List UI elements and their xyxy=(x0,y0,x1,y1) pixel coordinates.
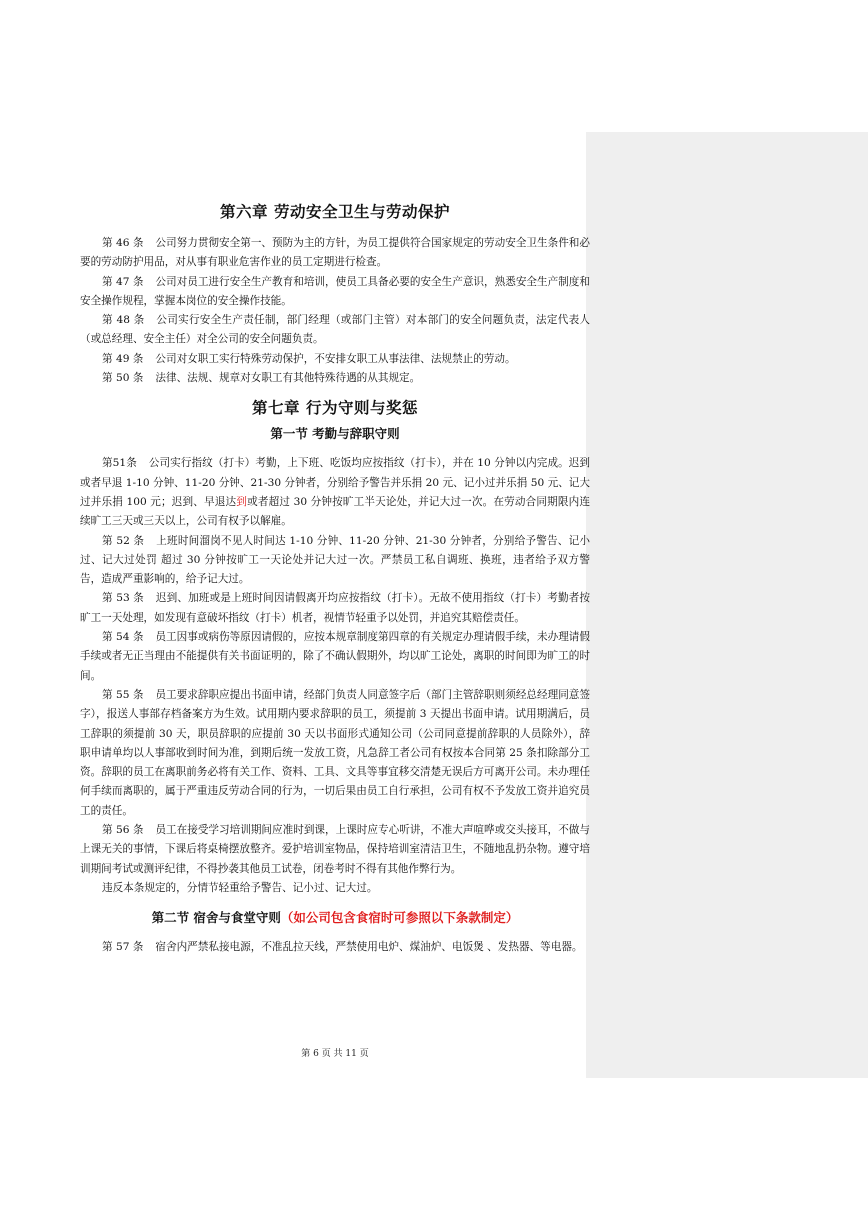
article-text: 公司实行安全生产责任制，部门经理（或部门主管）对本部门的安全问题负责，法定代表人（或总经理、安全主任）对全公司的安全问题负责。 xyxy=(80,314,591,346)
article-57 xyxy=(80,938,590,957)
article-number: 第 55 条 xyxy=(102,688,144,701)
article-48 xyxy=(80,311,590,350)
section-1-closing: 违反本条规定的，分情节轻重给予警告、记小过、记大过。 xyxy=(102,881,378,894)
article-number: 第 49 条 xyxy=(102,352,144,365)
article-number: 第 48 条 xyxy=(102,314,145,327)
section-2-title xyxy=(80,908,590,926)
article-text: 员工在接受学习培训期间应准时到课，上课时应专心听讲，不准大声喧哗或交头接耳，不做与上课无关的事情，下课后将桌椅摆放整齐。爱护培训室物品，保持培训室清洁卫生，不随地乱扔杂物。遵守培训期间考试或测评纪律，不得抄袭其他员工试卷，闭卷考时不得有其他作弊行为。 xyxy=(80,824,591,875)
article-number: 第 53 条 xyxy=(102,592,144,605)
chapter-6-title: 第六章 劳动安全卫生与劳动保护 xyxy=(220,203,450,221)
article-53 xyxy=(80,589,590,628)
article-54 xyxy=(80,628,590,686)
article-number: 第 50 条 xyxy=(102,372,144,385)
section-1-title: 第一节 考勤与辞职守则 xyxy=(270,426,400,442)
article-55 xyxy=(80,686,590,821)
article-number: 第 54 条 xyxy=(102,631,144,644)
article-52 xyxy=(80,532,590,590)
article-text: 宿舍内严禁私接电源，不准乱拉天线，严禁使用电炉、煤油炉、电饭煲 、发热器、等电器。 xyxy=(155,941,583,954)
article-46 xyxy=(80,234,590,273)
tracked-change-text: 到 xyxy=(236,495,248,508)
article-text: 迟到、加班或是上班时间因请假离开均应按指纹（打卡）。无故不使用指纹（打卡）考勤者按旷工一天处理，如发现有意破坏指纹（打卡）机者，视情节轻重予以处罚，并追究其赔偿责任。 xyxy=(80,592,591,624)
article-51 xyxy=(80,454,590,531)
article-47 xyxy=(80,273,590,312)
section-2-note: （如公司包含食宿时可参照以下条款制定） xyxy=(280,910,519,926)
article-50 xyxy=(80,369,590,388)
section-2-title-text: 第二节 宿舍与食堂守则 xyxy=(151,910,281,926)
article-number: 第51条 xyxy=(102,457,137,470)
article-number: 第 46 条 xyxy=(102,237,144,249)
article-text: 公司对员工进行安全生产教育和培训，使员工具备必要的安全生产意识，熟悉安全生产制度和安全操作规程，掌握本岗位的安全操作技能。 xyxy=(80,275,591,307)
article-text: 或者超过 30 分钟按旷工半天论处，并记大过一次。在劳动合同期限内连续旷工三天或三天以上，公司有权予以解雇。 xyxy=(80,495,590,528)
comment-margin-pane xyxy=(586,132,868,1078)
article-text: 员工要求辞职应提出书面申请，经部门负责人同意签字后（部门主管辞职则须经总经理同意签字），报送人事部存档备案方为生效。试用期内要求辞职的员工，须提前 3 天提出书面申请。试用期满后，员工辞职的须提前 30 天，职员辞职的应提前 30 天以书面形式通知公司（公司同意提前辞职的人员除外），辞职申请单均以人事部收到时间为准，到期后统一发放工资，凡急辞工者公司有权按本合同第 25 条扣除部分工资。辞职的员工在离职前务必将有关工作、资料、工具、文具等事宜移交清楚无误后方可离开公司。未办理任何手续而离职的，属于严重违反劳动合同的行为，一切后果由员工自行承担，公司有权不予发放工资并追究员工的责任。 xyxy=(80,688,591,817)
article-text: 公司努力贯彻安全第一、预防为主的方针，为员工提供符合国家规定的劳动安全卫生条件和必要的劳动防护用品，对从事有职业危害作业的员工定期进行检查。 xyxy=(80,237,591,269)
page-footer: 第 6 页 共 11 页 xyxy=(301,1049,369,1059)
article-56 xyxy=(80,821,590,879)
article-text: 员工因事或病伤等原因请假的，应按本规章制度第四章的有关规定办理请假手续，未办理请假手续或者无正当理由不能提供有关书面证明的，除了不确认假期外，均以旷工论处，离职的时间即为旷工的时间。 xyxy=(80,631,591,682)
article-text: 上班时间溜岗不见人时间达 1-10 分钟、11-20 分钟、21-30 分钟者，分别给予警告、记小过、记大过处罚 超过 30 分钟按旷工一天论处并记大过一次。严禁员工私自调班、换班，违者给予双方警告，造成严重影响的，给予记大过。 xyxy=(80,534,590,586)
article-number: 第 57 条 xyxy=(102,941,144,954)
chapter-7-title: 第七章 行为守则与奖惩 xyxy=(252,399,418,418)
article-49 xyxy=(80,350,590,369)
article-number: 第 52 条 xyxy=(102,534,145,547)
document-page-body xyxy=(80,200,590,958)
article-number: 第 47 条 xyxy=(102,275,144,288)
article-number: 第 56 条 xyxy=(102,824,144,837)
article-text: 公司对女职工实行特殊劳动保护，不安排女职工从事法律、法规禁止的劳动。 xyxy=(155,352,516,365)
article-text: 法律、法规、规章对女职工有其他特殊待遇的从其规定。 xyxy=(155,372,421,385)
article-text: 公司实行指纹（打卡）考勤，上下班、吃饭均应按指纹（打卡），并在 10 分钟以内完成。迟到或者早退 1-10 分钟、11-20 分钟、21-30 分钟者，分别给予警告并乐捐 20 元、记小过并乐捐 50 元、记大过并乐捐 100 元；迟到、早退达 xyxy=(80,457,590,508)
